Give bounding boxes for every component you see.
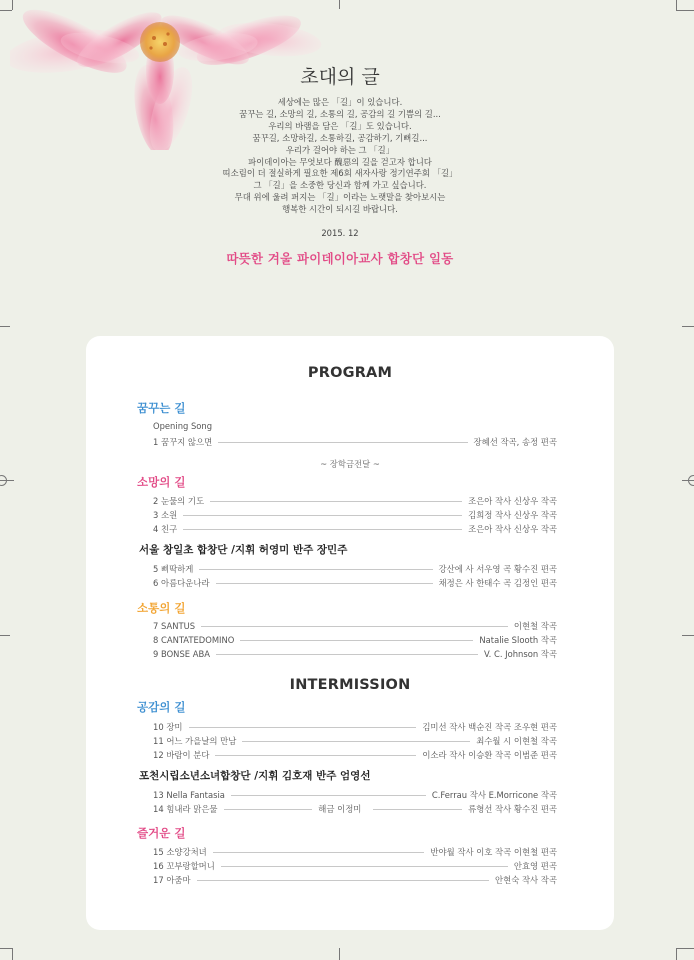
crop-mark bbox=[339, 948, 340, 960]
program-item: 11 어느 가을날의 만남 최수월 시 이현철 작곡 bbox=[153, 736, 557, 746]
crop-mark bbox=[676, 948, 677, 960]
crop-mark bbox=[0, 326, 10, 327]
letter-line: 띠소림이 더 절실하게 필요한 제6회 새자사랑 정기연주회 「길」 bbox=[222, 168, 458, 179]
section-title: 공감의 길 bbox=[137, 700, 186, 714]
section-title: 즐거운 길 bbox=[137, 826, 186, 840]
program-item: 7 SANTUS 이현철 작곡 bbox=[153, 621, 557, 631]
letter-line: 우리의 바램을 담은 「길」도 있습니다. bbox=[268, 120, 412, 131]
crop-mark bbox=[676, 948, 694, 949]
crop-mark bbox=[0, 948, 12, 949]
crop-mark bbox=[0, 635, 10, 636]
crop-mark bbox=[676, 10, 694, 11]
program-item: 5 삐딱하게 강산에 사 서우영 곡 황수진 편곡 bbox=[153, 564, 557, 574]
crop-mark bbox=[12, 948, 13, 960]
program-card bbox=[86, 336, 614, 930]
letter-line: 그 「길」을 소중한 당신과 함께 가고 싶습니다. bbox=[253, 180, 427, 191]
registration-mark bbox=[688, 475, 694, 486]
program-item: 15 소양강처녀 반야월 작사 이호 작곡 이현철 편곡 bbox=[153, 847, 557, 857]
crop-mark bbox=[339, 0, 340, 9]
letter-line: 세상에는 많은 「길」이 있습니다. bbox=[277, 97, 403, 107]
letter-line: 파이데이아는 무엇보다 醜惡의 길을 걷고자 합니다 bbox=[248, 156, 432, 167]
letter-title: 초대의 글 bbox=[300, 66, 380, 88]
performer-line: 포천시립소년소녀합창단 /지휘 김호재 반주 엄영선 bbox=[139, 770, 371, 782]
program-item: 14 힘내라 맑은물 해금 이정미 류형선 작사 황수진 편곡 bbox=[153, 804, 558, 814]
letter-line: 무대 위에 울려 퍼지는 「길」이라는 노랫말을 찾아보시는 bbox=[234, 192, 446, 203]
section-title: 꿈꾸는 길 bbox=[137, 401, 186, 415]
letter-line: 꿈꾸는 길, 소망의 길, 소통의 길, 공감의 길 기쁨의 길... bbox=[239, 108, 441, 119]
program-item: 17 아줌마 안현숙 작사 작곡 bbox=[153, 875, 557, 885]
program-heading: PROGRAM bbox=[307, 365, 393, 381]
crop-mark bbox=[682, 326, 694, 327]
program-item: 2 눈물의 기도 조은아 작사 신상우 작곡 bbox=[153, 496, 557, 506]
performer-line: 서울 창일초 합창단 /지휘 허영미 반주 장민주 bbox=[139, 544, 348, 556]
program-item: 10 장미 김미선 작사 백순진 작곡 조우현 편곡 bbox=[153, 722, 557, 732]
intermission-heading: INTERMISSION bbox=[289, 677, 411, 693]
invitation-letter bbox=[150, 62, 530, 267]
letter-line: 행복한 시간이 되시길 바랍니다. bbox=[282, 204, 398, 215]
letter-line: 우리가 걸어야 하는 그 「길」 bbox=[285, 144, 395, 155]
registration-mark bbox=[0, 475, 7, 486]
program-item: 12 바람이 분다 이소라 작사 이승환 작곡 이범준 편곡 bbox=[153, 750, 557, 760]
section-title: 소통의 길 bbox=[137, 601, 186, 615]
crop-mark bbox=[682, 635, 694, 636]
letter-date: 2015. 12 bbox=[321, 228, 359, 239]
program-item: 9 BONSE ABA V. C. Johnson 작곡 bbox=[153, 649, 557, 659]
program-item: 3 소원 김희정 작사 신상우 작곡 bbox=[153, 510, 557, 520]
letter-signature: 따뜻한 겨울 파이데이아교사 합창단 일동 bbox=[226, 251, 454, 267]
crop-mark bbox=[676, 0, 677, 10]
program-item: 1 꿈꾸지 않으면 장혜선 작곡, 송정 편곡 bbox=[153, 437, 557, 447]
program-item: 16 꼬부랑할머니 안효영 편곡 bbox=[153, 861, 557, 871]
scholarship-note: ~ 장학금전달 ~ bbox=[320, 459, 380, 469]
program-item: 4 친구 조은아 작사 신상우 작곡 bbox=[153, 524, 557, 534]
program-item: 8 CANTATEDOMINO Natalie Slooth 작곡 bbox=[153, 635, 557, 645]
program-item: 13 Nella Fantasia C.Ferrau 작사 E.Morricone 작곡 bbox=[153, 790, 557, 800]
program-item: 6 아름다운나라 채정은 사 한태수 곡 김정인 편곡 bbox=[153, 578, 557, 588]
opening-song: Opening Song bbox=[153, 421, 213, 431]
letter-line: 꿈꾸길, 소망하길, 소통하길, 공감하기, 기뻐길... bbox=[252, 132, 428, 143]
section-title: 소망의 길 bbox=[137, 475, 186, 489]
